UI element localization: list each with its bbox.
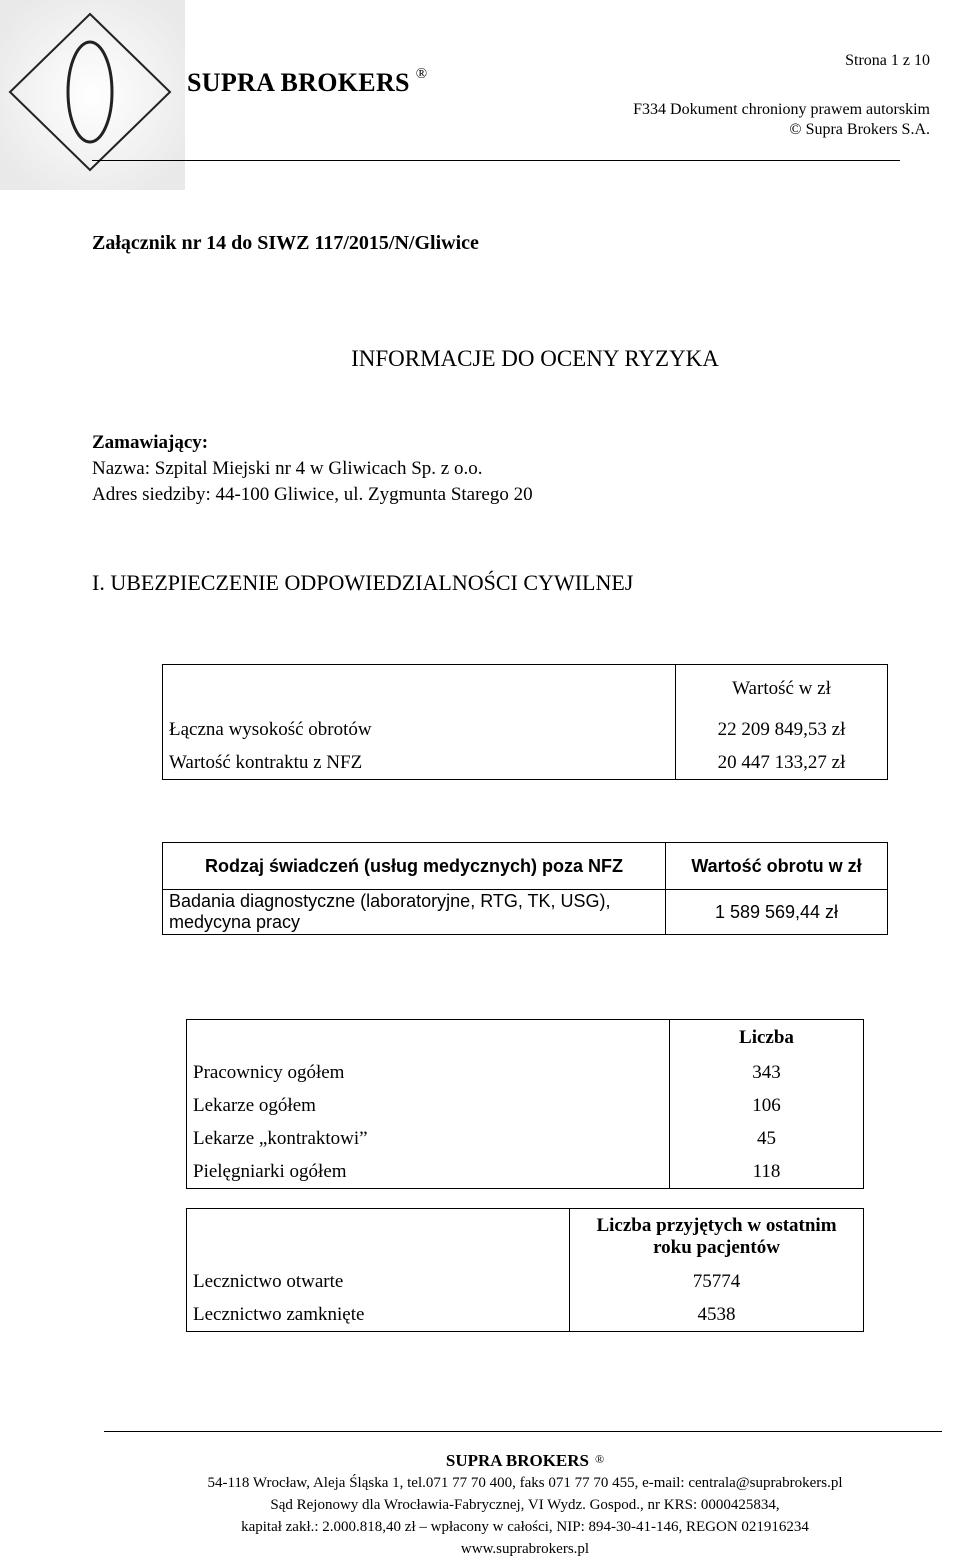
footer-divider: [104, 1431, 942, 1432]
attachment-title: Załącznik nr 14 do SIWZ 117/2015/N/Gliwice: [92, 232, 479, 254]
footer-court: Sąd Rejonowy dla Wrocławia-Fabrycznej, VI Wydz. Gospod., nr KRS: 0000425834,: [270, 1497, 780, 1513]
row-value: 1 589 569,44 zł: [666, 890, 888, 935]
header-value: Liczba przyjętych w ostatnim roku pacjentów: [570, 1209, 864, 1266]
contracting-name: Nazwa: Szpital Miejski nr 4 w Gliwicach Sp. z o.o.: [92, 458, 483, 479]
table-row: [163, 713, 888, 746]
footer-website: www.suprabrokers.pl: [460, 1541, 590, 1557]
section-title: I. UBEZPIECZENIE ODPOWIEDZIALNOŚCI CYWILNEJ: [92, 570, 634, 595]
footer: [0, 1450, 960, 1560]
table-row: [187, 1122, 864, 1155]
row-value: 4538: [570, 1298, 864, 1332]
table-row: [187, 1155, 864, 1189]
row-label: Pracownicy ogółem: [187, 1056, 670, 1089]
row-value: 20 447 133,27 zł: [676, 746, 888, 780]
row-label: Łączna wysokość obrotów: [163, 713, 676, 746]
copyright-line-1: F334 Dokument chroniony prawem autorskim: [633, 101, 930, 118]
table-header-row: [163, 843, 888, 890]
table-header-row: [163, 665, 888, 714]
row-value: 22 209 849,53 zł: [676, 713, 888, 746]
document-title: INFORMACJE DO OCENY RYZYKA: [351, 346, 719, 371]
row-value: 106: [670, 1089, 864, 1122]
staff-table: [186, 1019, 864, 1189]
row-value: 118: [670, 1155, 864, 1189]
header-value: Liczba: [670, 1020, 864, 1057]
table-row: [163, 746, 888, 780]
row-label: Lekarze ogółem: [187, 1089, 670, 1122]
row-value: 343: [670, 1056, 864, 1089]
patients-table: [186, 1208, 864, 1332]
row-label: Badania diagnostyczne (laboratoryjne, RTG, TK, USG), medycyna pracy: [163, 890, 666, 935]
table-row: [187, 1089, 864, 1122]
contracting-address: Adres siedziby: 44-100 Gliwice, ul. Zygmunta Starego 20: [92, 484, 533, 505]
row-value: 45: [670, 1122, 864, 1155]
row-label: Wartość kontraktu z NFZ: [163, 746, 676, 780]
footer-capital: kapitał zakł.: 2.000.818,40 zł – wpłacony w całości, NIP: 894-30-41-146, REGON 021916234: [241, 1519, 809, 1535]
footer-brand: SUPRA BROKERS ®: [445, 1451, 605, 1470]
table-row: [187, 1265, 864, 1298]
footer-address: 54-118 Wrocław, Aleja Śląska 1, tel.071 77 70 400, faks 071 77 70 455, e-mail: centrala@suprabrokers.pl: [207, 1475, 843, 1491]
header-divider: [92, 160, 900, 161]
row-label: Lekarze „kontraktowi”: [187, 1122, 670, 1155]
table-header-row: [187, 1020, 864, 1057]
supra-brokers-logo: [0, 0, 185, 190]
header-brand: SUPRA BROKERS ®: [187, 66, 428, 97]
table-row: [163, 890, 888, 935]
header-label: Rodzaj świadczeń (usług medycznych) poza NFZ: [163, 843, 666, 890]
table-row: [187, 1298, 864, 1332]
row-label: Lecznictwo zamknięte: [187, 1298, 570, 1332]
contracting-authority: [92, 430, 533, 508]
copyright-notice: [633, 100, 930, 140]
services-table: [162, 842, 888, 935]
row-label: Lecznictwo otwarte: [187, 1265, 570, 1298]
turnover-table: [162, 664, 888, 780]
row-label: Pielęgniarki ogółem: [187, 1155, 670, 1189]
table-row: [187, 1056, 864, 1089]
table-header-row: [187, 1209, 864, 1266]
contracting-heading: Zamawiający:: [92, 432, 209, 453]
copyright-line-2: © Supra Brokers S.A.: [789, 121, 930, 138]
header-value: Wartość w zł: [676, 665, 888, 714]
header-value: Wartość obrotu w zł: [666, 843, 888, 890]
row-value: 75774: [570, 1265, 864, 1298]
page-number: Strona 1 z 10: [845, 52, 930, 69]
